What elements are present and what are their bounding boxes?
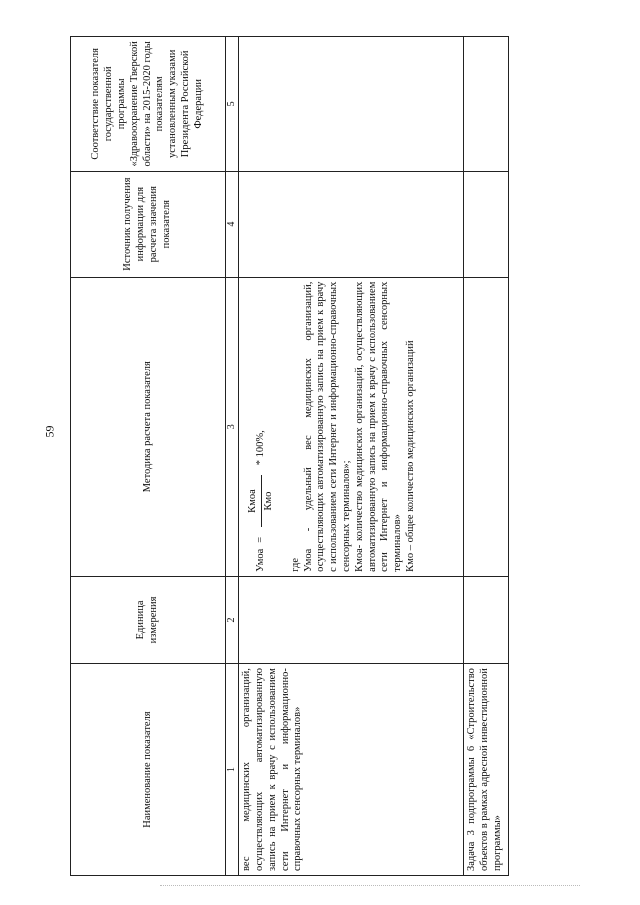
empty-cell bbox=[464, 171, 509, 277]
indicator-name-cell: вес медицинских организаций, осуществляющих автоматизированную запись на прием к врачу с использованием сети Интернет и информационно-справочных сенсорных терминалов» bbox=[239, 664, 464, 876]
formula-right: * 100%, bbox=[255, 430, 267, 466]
source-cell bbox=[239, 171, 464, 277]
formula bbox=[247, 282, 276, 572]
column-number: 2 bbox=[226, 576, 239, 663]
empty-cell bbox=[464, 37, 509, 172]
formula-equals: = bbox=[255, 536, 267, 543]
method-cell bbox=[239, 277, 464, 576]
header-method: Методика расчета показателя bbox=[71, 277, 226, 576]
rotated-table-page bbox=[70, 36, 570, 876]
unit-cell bbox=[239, 576, 464, 663]
header-compliance: Соответствие показателя государственной программы «Здравоохранение Тверской области» на 2015-2020 годы показателям установленным указами Президента Российской Федерации bbox=[71, 37, 226, 172]
scan-artifact-line bbox=[160, 885, 580, 886]
formula-left: Умоа bbox=[255, 548, 267, 572]
formula-numerator: Кмоа bbox=[247, 475, 262, 527]
formula-fraction bbox=[247, 475, 276, 527]
column-number: 5 bbox=[226, 37, 239, 172]
definition-2: Кмоа- количество медицинских организаций, осуществляющих автоматизированную запись на прием к врачу с использованием сети Интернет и информационно-справочных сенсорных терминалов» bbox=[353, 281, 404, 572]
column-number: 1 bbox=[226, 664, 239, 876]
indicator-table bbox=[70, 36, 509, 876]
header-source: Источник получения информации для расчета значения показателя bbox=[71, 171, 226, 277]
empty-cell bbox=[464, 576, 509, 663]
compliance-cell bbox=[239, 37, 464, 172]
table-row bbox=[239, 37, 464, 876]
empty-cell bbox=[464, 277, 509, 576]
where-label: где bbox=[289, 558, 301, 572]
definition-1: Умоа - удельный вес медицинских организаций, осуществляющих автоматизированную запись на прием к врачу с использованием сети Интернет и информационно-справочных сенсорных терминалов»; bbox=[302, 281, 352, 572]
column-number: 3 bbox=[226, 277, 239, 576]
column-number: 4 bbox=[226, 171, 239, 277]
header-unit: Единица измерения bbox=[71, 576, 226, 663]
column-number-row bbox=[226, 37, 239, 876]
definition-3: Кмо – общее количество медицинских организаций bbox=[404, 340, 416, 572]
header-indicator-name: Наименование показателя bbox=[71, 664, 226, 876]
task-name-cell: Задача 3 подпрограммы 6 «Строительство объектов в рамках адресной инвестиционной программы» bbox=[464, 664, 509, 876]
formula-denominator: Кмо bbox=[262, 491, 274, 511]
table-row bbox=[464, 37, 509, 876]
table-header-row bbox=[71, 37, 226, 876]
page-number: 59 bbox=[42, 425, 57, 438]
